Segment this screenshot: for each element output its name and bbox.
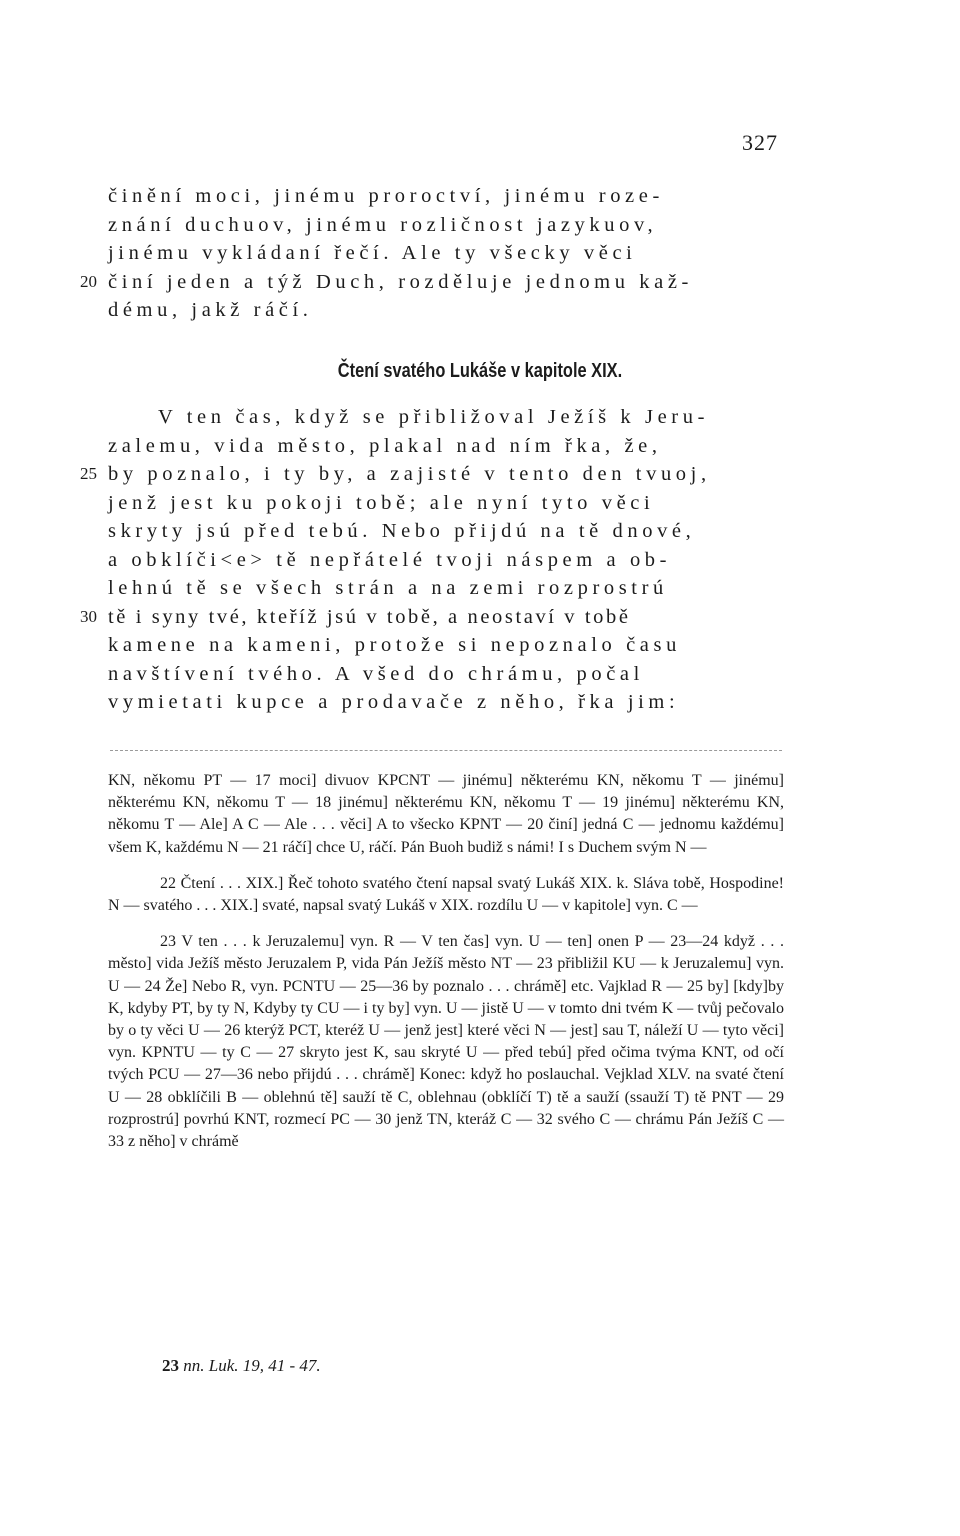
line-text: jenž jest ku pokoji tobě; ale nyní tyto věci xyxy=(108,491,655,514)
text-line xyxy=(80,603,788,632)
apparatus-paragraph: 22 Čtení . . . XIX.] Řeč tohoto svatého čtení napsal svatý Lukáš XIX. k. Sláva tobě, Hospodine! N — svatého . . . XIX.] svaté, napsal svatý Lukáš v XIX. rozdílu U — v kapitole] vyn. C — xyxy=(108,874,784,915)
text-line xyxy=(80,460,788,489)
text-line xyxy=(108,489,788,518)
text-line xyxy=(108,546,788,575)
critical-apparatus xyxy=(108,770,784,1167)
line-text: skryty jsú před tebú. Nebo přijdú na tě dnové, xyxy=(108,520,696,542)
text-line xyxy=(108,574,788,603)
line-text: tě i syny tvé, kteříž jsú v tobě, a neostaví v tobě xyxy=(108,605,631,628)
text-line xyxy=(108,631,788,660)
line-text: činění moci, jinému proroctví, jinému roze- xyxy=(108,185,664,207)
reference-line-number: 23 xyxy=(162,1356,179,1375)
text-line xyxy=(108,660,788,689)
apparatus-paragraph: 23 V ten . . . k Jeruzalemu] vyn. R — V ten čas] vyn. U — ten] onen P — 23—24 když . . . město] vida Ježíš město Jeruzalem P, vida Pán Ježíš město NT — 23 přibližil KU — k Jeruzalemu] vyn. U — 24 Že] Nebo R, vyn. PCNTU — 25—36 by poznalo . . . chrámě] etc. Vajklad R — 25 by] [kdy]by K, kdyby PT, by ty N, Kdyby ty CU — i ty by] vyn. U — jistě U — v tomto dni tvém K — tvůj pečovalo by o ty věci U — 26 kterýž PCT, kteréž U — jenž jest] které věci N — jest] sau T, náleží U — tyto věci] vyn. KPNTU — ty C — 27 skryto jest K, sau skryté U — před tebú] před očima tvýma KNT, od očí tvých PCU — 27—36 nebo přijdú . . . chrámě] Konec: když ho poslauchal. Vejklad XLV. na svaté čtení U — 28 obklíčili B — oblehnú tě] sauží tě C, oblehnau (obklíčí T) tě a sauží (ssauží T) tě PNT — 29 rozprostrú] povrhú KNT, rozmecí PC — 30 jenž TN, kteráž C — 32 svého C — chrámu Pán Ježíš C — 33 z něho] v chrámě xyxy=(108,933,784,1151)
reference-text: nn. Luk. 19, 41 - 47. xyxy=(183,1356,321,1375)
text-line xyxy=(108,517,788,546)
line-text: kamene na kameni, protože si nepoznalo času xyxy=(108,634,681,656)
line-text: vymietati kupce a prodavače z něho, řka jim: xyxy=(108,691,680,713)
text-line xyxy=(108,403,788,432)
line-text: V ten čas, když se přibližoval Ježíš k Jeru- xyxy=(158,406,709,428)
bible-reference xyxy=(162,1356,321,1376)
line-text: činí jeden a týž Duch, rozděluje jednomu kaž- xyxy=(108,270,693,293)
text-line xyxy=(108,688,788,717)
text-line xyxy=(80,268,788,297)
main-text-block xyxy=(80,403,788,717)
text-line xyxy=(108,432,788,461)
line-number: 30 xyxy=(80,606,97,626)
text-line xyxy=(108,182,788,211)
top-text-block xyxy=(80,182,788,325)
line-number: 20 xyxy=(80,271,97,291)
page-number: 327 xyxy=(742,130,778,155)
footnote-divider xyxy=(110,750,782,751)
text-line xyxy=(108,296,788,325)
text-line xyxy=(108,239,788,268)
section-heading: Čtení svatého Lukáše v kapitole XIX. xyxy=(337,360,623,382)
line-text: zalemu, vida město, plakal nad ním řka, že, xyxy=(108,434,662,457)
line-number: 25 xyxy=(80,464,97,483)
line-text: znání duchuov, jinému rozličnost jazykuov, xyxy=(108,213,658,236)
line-text: lehnú tě se všech strán a na zemi rozprostrú xyxy=(108,577,668,599)
text-line xyxy=(108,211,788,240)
line-text: dému, jakž ráčí. xyxy=(108,299,313,321)
line-text: navštívení tvého. A všed do chrámu, počal xyxy=(108,662,644,685)
line-text: a obklíči<e> tě nepřátelé tvoji náspem a ob- xyxy=(108,548,672,571)
line-text: jinému vykládaní řečí. Ale ty všecky věci xyxy=(108,242,637,264)
line-text: by poznalo, i ty by, a zajisté v tento den tvuoj, xyxy=(108,463,711,485)
apparatus-paragraph: KN, někomu PT — 17 moci] divuov KPCNT — jinému] některému KN, někomu T — jinému] některému KN, někomu T — 18 jinému] některému KN, někomu T — 19 jinému] některému KN, někomu T — Ale] A C — Ale . . . věci] A to všecko KPNT — 20 činí] jedná C — jednomu každému] všem K, každému N — 21 ráčí] chce U, ráčí. Pán Buoh budiž s námi! I s Duchem svým N — xyxy=(108,772,784,856)
